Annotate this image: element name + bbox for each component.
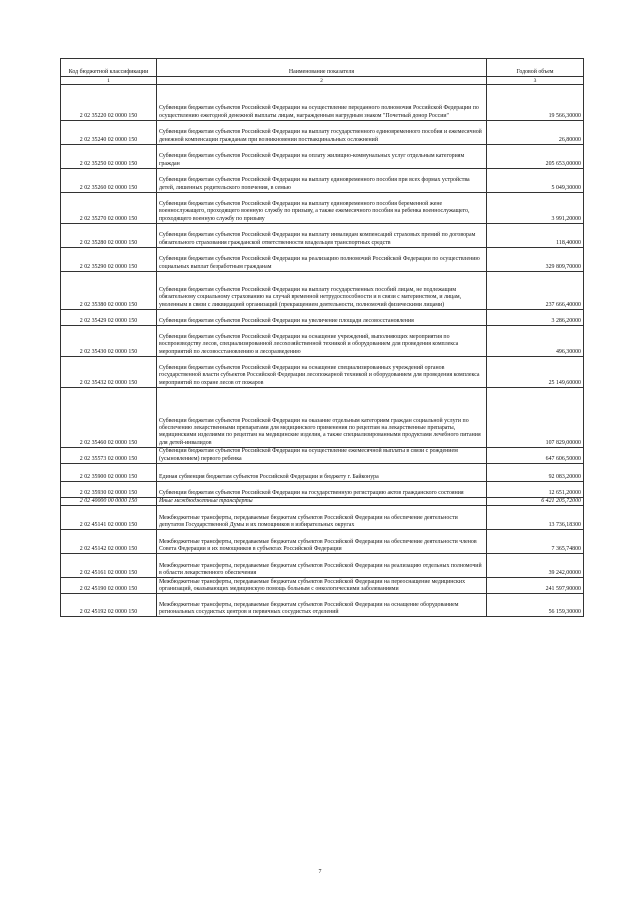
value-cell: 12 651,20000 [487,482,584,498]
name-cell: Субвенции бюджетам субъектов Российской Федерации на реализацию полномочий Российской Федерации по осуществлению социальных выплат безработным гражданам [157,248,487,272]
table-row [61,272,584,310]
header-number-code: 1 [61,77,157,85]
table-row [61,145,584,169]
name-cell: Субвенции бюджетам субъектов Российской Федерации на выплату единовременного пособия при всех формах устройства детей, лишенных родительского попечения, в семью [157,169,487,193]
code-cell: 2 02 40000 00 0000 150 [61,498,157,506]
name-cell: Субвенции бюджетам субъектов Российской Федерации на выплату государственных пособий лицам, не подлежащим обязательному социальному страхованию на случай временной нетрудоспособности и в связи с материнством, и лицам, уволенным в связи с ликвидацией организаций (прекращением деятельности, полномочий физическими лицами) [157,272,487,310]
name-cell: Субвенции бюджетам субъектов Российской Федерации на оснащение учреждений, выполняющих мероприятия по воспроизводству лесов, специализированной лесохозяйственной техникой и оборудованием для проведения комплекса мероприятий по лесовосстановлению и лесоразведению [157,326,487,357]
table-row [61,85,584,121]
code-cell: 2 02 35900 02 0000 150 [61,464,157,482]
name-cell: Субвенции бюджетам субъектов Российской Федерации на выплату государственного единовременного пособия и ежемесячной денежной компенсации гражданам при возникновении поствакцинальных осложнений [157,121,487,145]
name-cell: Субвенции бюджетам субъектов Российской Федерации на оснащение специализированных учреждений органов государственной власти субъектов Российской Федерации лесопожарной техникой и оборудованием для проведения комплекса мероприятий по охране лесов от пожаров [157,357,487,388]
name-cell: Межбюджетные трансферты, передаваемые бюджетам субъектов Российской Федерации на оснащение оборудованием региональных сосудистых центров и первичных сосудистых отделений [157,594,487,617]
value-cell: 3 991,20000 [487,193,584,224]
name-cell: Субвенции бюджетам субъектов Российской Федерации на выплату инвалидам компенсаций страховых премий по договорам обязательного страхования гражданской ответственности владельцев транспортных средств [157,224,487,248]
table-row [61,326,584,357]
value-cell: 6 421 205,72000 [487,498,584,506]
value-cell: 7 365,74800 [487,530,584,554]
value-cell: 19 566,30000 [487,85,584,121]
name-cell: Межбюджетные трансферты, передаваемые бюджетам субъектов Российской Федерации на переоснащение медицинских организаций, оказывающих медицинскую помощь больным с онкологическими заболеваниями [157,578,487,594]
name-cell: Межбюджетные трансферты, передаваемые бюджетам субъектов Российской Федерации на реализацию отдельных полномочий в области лекарственного обеспечения [157,554,487,578]
code-cell: 2 02 35460 02 0000 150 [61,388,157,448]
code-cell: 2 02 35430 02 0000 150 [61,326,157,357]
code-cell: 2 02 35270 02 0000 150 [61,193,157,224]
table-row [61,310,584,326]
code-cell: 2 02 45161 02 0000 150 [61,554,157,578]
table-row [61,464,584,482]
value-cell: 5 049,30000 [487,169,584,193]
header-code: Код бюджетной классификации [61,59,157,77]
value-cell: 26,80000 [487,121,584,145]
value-cell: 496,30000 [487,326,584,357]
table-row [61,530,584,554]
header-number-volume: 3 [487,77,584,85]
table-row [61,554,584,578]
budget-table [60,58,584,617]
name-cell: Единая субвенция бюджетам субъектов Российской Федерации и бюджету г. Байконура [157,464,487,482]
value-cell: 39 242,00000 [487,554,584,578]
code-cell: 2 02 35280 02 0000 150 [61,224,157,248]
code-cell: 2 02 45192 02 0000 150 [61,594,157,617]
table-row [61,578,584,594]
value-cell: 13 736,18300 [487,506,584,530]
value-cell: 25 149,60000 [487,357,584,388]
value-cell: 647 606,50000 [487,448,584,464]
name-cell: Субвенции бюджетам субъектов Российской Федерации на осуществление переданного полномочия Российской Федерации по осуществлению ежегодной денежной выплаты лицам, награжденным нагрудным знаком "Почетный донор России" [157,85,487,121]
code-cell: 2 02 45190 02 0000 150 [61,578,157,594]
code-cell: 2 02 45141 02 0000 150 [61,506,157,530]
table-row [61,224,584,248]
table-row [61,594,584,617]
table-row [61,121,584,145]
table-row [61,169,584,193]
table-row [61,193,584,224]
name-cell: Субвенции бюджетам субъектов Российской Федерации на осуществление ежемесячной выплаты в связи с рождением (усыновлением) первого ребенка [157,448,487,464]
value-cell: 118,40000 [487,224,584,248]
table-row [61,498,584,506]
code-cell: 2 02 35380 02 0000 150 [61,272,157,310]
value-cell: 241 597,90000 [487,578,584,594]
table-row [61,357,584,388]
name-cell: Субвенции бюджетам субъектов Российской Федерации на увеличение площади лесовосстановления [157,310,487,326]
table-row [61,506,584,530]
code-cell: 2 02 35260 02 0000 150 [61,169,157,193]
code-cell: 2 02 35930 02 0000 150 [61,482,157,498]
value-cell: 329 809,70000 [487,248,584,272]
code-cell: 2 02 35240 02 0000 150 [61,121,157,145]
budget-page [60,58,583,617]
table-row [61,388,584,448]
name-cell: Межбюджетные трансферты, передаваемые бюджетам субъектов Российской Федерации на обеспечение деятельности членов Совета Федерации и их помощников в субъектах Российской Федерации [157,530,487,554]
page-number: 7 [318,869,322,875]
name-cell: Иные межбюджетные трансферты [157,498,487,506]
value-cell: 3 286,20000 [487,310,584,326]
code-cell: 2 02 35429 02 0000 150 [61,310,157,326]
code-cell: 2 02 35220 02 0000 150 [61,85,157,121]
value-cell: 56 159,30000 [487,594,584,617]
table-row [61,482,584,498]
value-cell: 92 083,20000 [487,464,584,482]
code-cell: 2 02 35432 02 0000 150 [61,357,157,388]
code-cell: 2 02 45142 02 0000 150 [61,530,157,554]
table-header [61,59,584,85]
table-row [61,448,584,464]
code-cell: 2 02 35573 02 0000 150 [61,448,157,464]
header-volume: Годовой объем [487,59,584,77]
code-cell: 2 02 35250 02 0000 150 [61,145,157,169]
header-number-name: 2 [157,77,487,85]
header-name: Наименование показателя [157,59,487,77]
name-cell: Субвенции бюджетам субъектов Российской Федерации на оказание отдельным категориям граждан социальной услуги по обеспечению лекарственными препаратами для медицинского применения по рецептам на лекарственные препараты, медицинскими изделиями по рецептам на медицинские изделия, а также специализированными продуктами лечебного питания для детей-инвалидов [157,388,487,448]
name-cell: Межбюджетные трансферты, передаваемые бюджетам субъектов Российской Федерации на обеспечение деятельности депутатов Государственной Думы и их помощников в избирательных округах [157,506,487,530]
code-cell: 2 02 35290 02 0000 150 [61,248,157,272]
value-cell: 237 666,40000 [487,272,584,310]
name-cell: Субвенции бюджетам субъектов Российской Федерации на выплату единовременного пособия беременной жене военнослужащего, проходящего военную службу по призыву, а также ежемесячного пособия на ребенка военнослужащего, проходящего военную службу по призыву [157,193,487,224]
name-cell: Субвенции бюджетам субъектов Российской Федерации на государственную регистрацию актов гражданского состояния [157,482,487,498]
value-cell: 107 829,00000 [487,388,584,448]
value-cell: 205 653,00000 [487,145,584,169]
table-body [61,85,584,617]
table-row [61,248,584,272]
name-cell: Субвенции бюджетам субъектов Российской Федерации на оплату жилищно-коммунальных услуг отдельным категориям граждан [157,145,487,169]
